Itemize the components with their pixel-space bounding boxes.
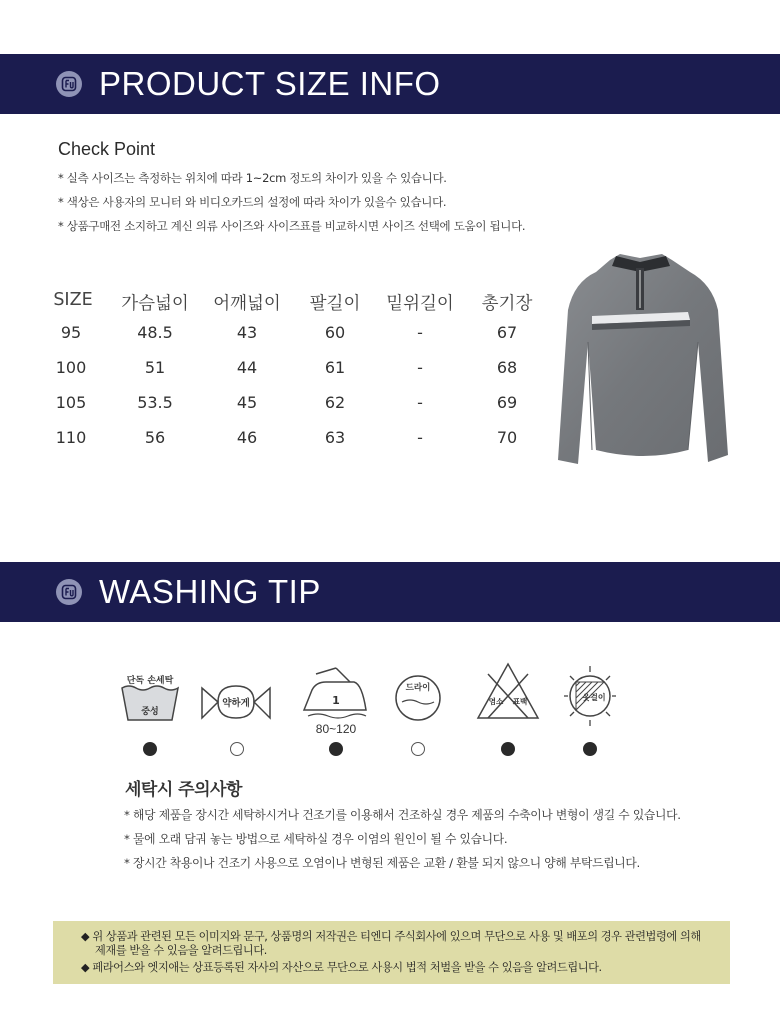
cell-shoulder: 44 (236, 358, 258, 377)
dry-clean-indicator (411, 742, 425, 756)
check-point-note: * 색상은 사용자의 모니터 와 비디오카드의 설정에 따라 차이가 있을수 있습니다. (58, 195, 447, 209)
hand-wash-top-label: 단독 손세탁 (126, 676, 174, 686)
cell-rise: - (417, 428, 423, 447)
cell-rise: - (417, 358, 423, 377)
no-bleach-left-label: 염소 (488, 697, 504, 706)
product-shirt-image (552, 250, 732, 470)
no-bleach-indicator (501, 742, 515, 756)
cell-shoulder: 43 (236, 323, 258, 342)
cell-total-length: 67 (496, 323, 518, 342)
cell-size: 110 (55, 428, 87, 447)
hang-dry-indicator (583, 742, 597, 756)
check-point-note: * 상품구매전 소지하고 계신 의류 사이즈와 사이즈표를 비교하시면 사이즈 선택에 도움이 됩니다. (58, 219, 526, 233)
iron-temp-label: 80~120 (315, 722, 357, 736)
gentle-wash-label: 약하게 (222, 698, 250, 709)
notice-line: ◆ 위 상품과 관련된 모든 이미지와 문구, 상품명의 저작권은 티엔디 주식회사에 있으며 무단으로 사용 및 배포의 경우 관련법령에 의해 (81, 930, 701, 943)
cell-chest: 51 (144, 358, 166, 377)
cell-size: 105 (55, 393, 87, 412)
no-bleach-icon (468, 660, 548, 740)
cell-shoulder: 45 (236, 393, 258, 412)
washing-tip-title: WASHING TIP (99, 573, 321, 610)
shade-hang-dry-icon (550, 660, 630, 740)
cell-rise: - (417, 393, 423, 412)
cell-total-length: 69 (496, 393, 518, 412)
washing-icons (0, 660, 780, 760)
size-info-title: PRODUCT SIZE INFO (99, 65, 441, 102)
iron-indicator (329, 742, 343, 756)
copyright-notice (53, 921, 730, 984)
hand-wash-neutral-icon (110, 660, 190, 740)
cell-rise: - (417, 323, 423, 342)
header-chest: 가슴넓이 (121, 294, 189, 314)
cell-total-length: 70 (496, 428, 518, 447)
cell-size: 95 (60, 323, 82, 342)
washing-caution-notes (124, 803, 681, 875)
cell-chest: 48.5 (137, 323, 173, 342)
iron-icon (296, 660, 376, 744)
brand-logo-icon (56, 579, 82, 605)
cell-sleeve: 61 (324, 358, 346, 377)
washing-tip-header (0, 562, 780, 622)
washing-caution-note: * 장시간 착용이나 건조기 사용으로 오염이나 변형된 제품은 교환 / 환불 되지 않으니 양해 부탁드립니다. (124, 856, 640, 870)
brand-logo-icon (56, 71, 82, 97)
header-total-length: 총기장 (481, 294, 533, 314)
header-sleeve: 팔길이 (309, 294, 361, 314)
cell-sleeve: 62 (324, 393, 346, 412)
cell-sleeve: 60 (324, 323, 346, 342)
cell-chest: 53.5 (137, 393, 173, 412)
check-point-notes (58, 166, 525, 238)
washing-caution-note: * 물에 오래 담궈 놓는 방법으로 세탁하실 경우 이염의 원인이 될 수 있습니다. (124, 832, 508, 846)
cell-total-length: 68 (496, 358, 518, 377)
iron-label: 1 (332, 694, 340, 707)
hand-wash-indicator (143, 742, 157, 756)
notice-line: ◆ 페라어스와 엣지애는 상표등록된 자사의 자산으로 무단으로 사용시 법적 처벌을 받을 수 있음을 알려드립니다. (81, 961, 602, 974)
header-shoulder: 어깨넓이 (213, 294, 281, 314)
no-bleach-right-label: 표백 (512, 697, 528, 706)
washing-caution-note: * 해당 제품을 장시간 세탁하시거나 건조기를 이용해서 건조하실 경우 제품의 수축이나 변형이 생길 수 있습니다. (124, 808, 681, 822)
dry-clean-icon (378, 660, 458, 740)
hand-wash-bottom-label: 중성 (141, 707, 159, 717)
cell-size: 100 (55, 358, 87, 377)
check-point-heading: Check Point (58, 139, 156, 159)
washing-caution-heading: 세탁시 주의사항 (125, 780, 242, 800)
gentle-wash-icon (196, 660, 276, 740)
check-point-note: * 실측 사이즈는 측정하는 위치에 따라 1~2cm 정도의 차이가 있을 수 있습니다. (58, 171, 447, 185)
header-size: SIZE (53, 290, 93, 310)
hang-dry-label: 옷걸이 (582, 693, 606, 702)
cell-shoulder: 46 (236, 428, 258, 447)
gentle-wash-indicator (230, 742, 244, 756)
dry-clean-label: 드라이 (405, 683, 431, 693)
cell-sleeve: 63 (324, 428, 346, 447)
size-info-header (0, 54, 780, 114)
cell-chest: 56 (144, 428, 166, 447)
notice-line: 제재를 받을 수 있음을 알려드립니다. (95, 944, 267, 957)
header-rise: 밑위길이 (386, 294, 454, 314)
